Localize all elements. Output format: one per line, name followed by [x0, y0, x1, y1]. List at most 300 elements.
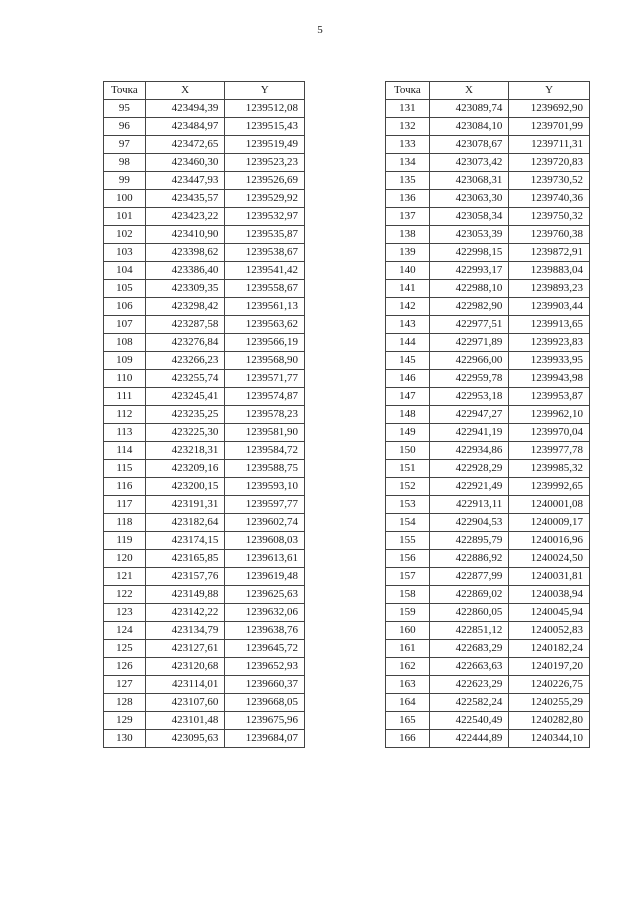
coordinates-table-right: [385, 81, 590, 748]
y-coordinate-cell: 1239558,67: [225, 280, 305, 298]
x-coordinate-cell: 422993,17: [429, 262, 509, 280]
point-number-cell: 98: [104, 154, 146, 172]
y-coordinate-cell: 1240182,24: [509, 640, 590, 658]
table-row: [386, 568, 590, 586]
point-number-cell: 139: [386, 244, 430, 262]
point-number-cell: 101: [104, 208, 146, 226]
y-coordinate-cell: 1239602,74: [225, 514, 305, 532]
y-coordinate-cell: 1239750,32: [509, 208, 590, 226]
y-coordinate-cell: 1239625,63: [225, 586, 305, 604]
point-number-cell: 112: [104, 406, 146, 424]
table-row: [386, 244, 590, 262]
y-coordinate-cell: 1239535,87: [225, 226, 305, 244]
y-coordinate-cell: 1239541,42: [225, 262, 305, 280]
x-coordinate-cell: 423287,58: [145, 316, 225, 334]
table-row: [104, 550, 305, 568]
point-number-cell: 153: [386, 496, 430, 514]
y-coordinate-cell: 1239645,72: [225, 640, 305, 658]
table-row: [104, 514, 305, 532]
point-number-cell: 164: [386, 694, 430, 712]
table-row: [386, 280, 590, 298]
table-row: [386, 334, 590, 352]
x-coordinate-cell: 423225,30: [145, 424, 225, 442]
y-coordinate-cell: 1240052,83: [509, 622, 590, 640]
x-coordinate-cell: 423398,62: [145, 244, 225, 262]
y-coordinate-cell: 1239893,23: [509, 280, 590, 298]
x-coordinate-cell: 422998,15: [429, 244, 509, 262]
x-coordinate-cell: 422851,12: [429, 622, 509, 640]
x-coordinate-cell: 423063,30: [429, 190, 509, 208]
x-coordinate-cell: 422953,18: [429, 388, 509, 406]
point-number-cell: 123: [104, 604, 146, 622]
point-number-cell: 125: [104, 640, 146, 658]
point-number-cell: 113: [104, 424, 146, 442]
point-number-cell: 114: [104, 442, 146, 460]
point-number-cell: 148: [386, 406, 430, 424]
x-coordinate-cell: 423068,31: [429, 172, 509, 190]
x-coordinate-cell: 423107,60: [145, 694, 225, 712]
point-number-cell: 103: [104, 244, 146, 262]
x-coordinate-cell: 423134,79: [145, 622, 225, 640]
point-number-cell: 107: [104, 316, 146, 334]
point-number-cell: 163: [386, 676, 430, 694]
y-coordinate-cell: 1239903,44: [509, 298, 590, 316]
point-number-cell: 105: [104, 280, 146, 298]
point-number-cell: 147: [386, 388, 430, 406]
table-row: [386, 100, 590, 118]
x-coordinate-cell: 423089,74: [429, 100, 509, 118]
point-number-cell: 151: [386, 460, 430, 478]
y-coordinate-cell: 1239566,19: [225, 334, 305, 352]
x-coordinate-cell: 422869,02: [429, 586, 509, 604]
x-coordinate-cell: 423484,97: [145, 118, 225, 136]
table-row: [386, 532, 590, 550]
coordinates-table-left: [103, 81, 305, 748]
header-point: Точка: [104, 82, 146, 100]
x-coordinate-cell: 423142,22: [145, 604, 225, 622]
x-coordinate-cell: 422941,19: [429, 424, 509, 442]
table-row: [104, 406, 305, 424]
x-coordinate-cell: 423235,25: [145, 406, 225, 424]
x-coordinate-cell: 422947,27: [429, 406, 509, 424]
x-coordinate-cell: 422977,51: [429, 316, 509, 334]
y-coordinate-cell: 1240001,08: [509, 496, 590, 514]
x-coordinate-cell: 423386,40: [145, 262, 225, 280]
x-coordinate-cell: 423127,61: [145, 640, 225, 658]
y-coordinate-cell: 1239597,77: [225, 496, 305, 514]
table-row: [386, 586, 590, 604]
x-coordinate-cell: 422904,53: [429, 514, 509, 532]
x-coordinate-cell: 423078,67: [429, 136, 509, 154]
point-number-cell: 131: [386, 100, 430, 118]
table-row: [386, 622, 590, 640]
table-row: [104, 604, 305, 622]
y-coordinate-cell: 1239923,83: [509, 334, 590, 352]
x-coordinate-cell: 423149,88: [145, 586, 225, 604]
point-number-cell: 120: [104, 550, 146, 568]
point-number-cell: 162: [386, 658, 430, 676]
y-coordinate-cell: 1240282,80: [509, 712, 590, 730]
y-coordinate-cell: 1239992,65: [509, 478, 590, 496]
x-coordinate-cell: 423298,42: [145, 298, 225, 316]
point-number-cell: 99: [104, 172, 146, 190]
table-row: [104, 460, 305, 478]
table-row: [386, 514, 590, 532]
table-row: [104, 154, 305, 172]
table-row: [386, 388, 590, 406]
table-row: [386, 298, 590, 316]
y-coordinate-cell: 1240009,17: [509, 514, 590, 532]
y-coordinate-cell: 1239740,36: [509, 190, 590, 208]
x-coordinate-cell: 423120,68: [145, 658, 225, 676]
x-coordinate-cell: 423084,10: [429, 118, 509, 136]
point-number-cell: 130: [104, 730, 146, 748]
y-coordinate-cell: 1239608,03: [225, 532, 305, 550]
y-coordinate-cell: 1239512,08: [225, 100, 305, 118]
y-coordinate-cell: 1240226,75: [509, 676, 590, 694]
table-row: [104, 370, 305, 388]
point-number-cell: 117: [104, 496, 146, 514]
header-y: Y: [509, 82, 590, 100]
x-coordinate-cell: 423095,63: [145, 730, 225, 748]
table-row: [386, 550, 590, 568]
point-number-cell: 108: [104, 334, 146, 352]
point-number-cell: 100: [104, 190, 146, 208]
y-coordinate-cell: 1240038,94: [509, 586, 590, 604]
table-row: [386, 118, 590, 136]
x-coordinate-cell: 423472,65: [145, 136, 225, 154]
point-number-cell: 109: [104, 352, 146, 370]
point-number-cell: 160: [386, 622, 430, 640]
point-number-cell: 142: [386, 298, 430, 316]
table-row: [104, 730, 305, 748]
y-coordinate-cell: 1240197,20: [509, 658, 590, 676]
point-number-cell: 97: [104, 136, 146, 154]
y-coordinate-cell: 1239529,92: [225, 190, 305, 208]
point-number-cell: 135: [386, 172, 430, 190]
point-number-cell: 141: [386, 280, 430, 298]
table-row: [104, 712, 305, 730]
page-number: 5: [317, 24, 323, 36]
point-number-cell: 128: [104, 694, 146, 712]
table-row: [104, 190, 305, 208]
y-coordinate-cell: 1239913,65: [509, 316, 590, 334]
x-coordinate-cell: 422886,92: [429, 550, 509, 568]
y-coordinate-cell: 1239532,97: [225, 208, 305, 226]
table-row: [104, 352, 305, 370]
x-coordinate-cell: 422928,29: [429, 460, 509, 478]
x-coordinate-cell: 423101,48: [145, 712, 225, 730]
y-coordinate-cell: 1240255,29: [509, 694, 590, 712]
y-coordinate-cell: 1239652,93: [225, 658, 305, 676]
y-coordinate-cell: 1239581,90: [225, 424, 305, 442]
x-coordinate-cell: 422921,49: [429, 478, 509, 496]
y-coordinate-cell: 1239619,48: [225, 568, 305, 586]
y-coordinate-cell: 1239588,75: [225, 460, 305, 478]
table-row: [104, 280, 305, 298]
y-coordinate-cell: 1239574,87: [225, 388, 305, 406]
x-coordinate-cell: 423209,16: [145, 460, 225, 478]
table-row: [104, 442, 305, 460]
x-coordinate-cell: 422959,78: [429, 370, 509, 388]
point-number-cell: 124: [104, 622, 146, 640]
header-y: Y: [225, 82, 305, 100]
point-number-cell: 144: [386, 334, 430, 352]
table-row: [104, 172, 305, 190]
table-row: [104, 298, 305, 316]
table-row: [104, 640, 305, 658]
x-coordinate-cell: 423410,90: [145, 226, 225, 244]
y-coordinate-cell: 1239593,10: [225, 478, 305, 496]
table-body-right: [386, 100, 590, 748]
y-coordinate-cell: 1239711,31: [509, 136, 590, 154]
point-number-cell: 121: [104, 568, 146, 586]
x-coordinate-cell: 423200,15: [145, 478, 225, 496]
table-row: [386, 190, 590, 208]
x-coordinate-cell: 422982,90: [429, 298, 509, 316]
x-coordinate-cell: 422971,89: [429, 334, 509, 352]
x-coordinate-cell: 423435,57: [145, 190, 225, 208]
x-coordinate-cell: 422895,79: [429, 532, 509, 550]
point-number-cell: 132: [386, 118, 430, 136]
table-row: [104, 496, 305, 514]
y-coordinate-cell: 1239660,37: [225, 676, 305, 694]
y-coordinate-cell: 1239515,43: [225, 118, 305, 136]
point-number-cell: 122: [104, 586, 146, 604]
point-number-cell: 118: [104, 514, 146, 532]
y-coordinate-cell: 1239943,98: [509, 370, 590, 388]
table-row: [386, 352, 590, 370]
table-row: [386, 316, 590, 334]
y-coordinate-cell: 1239684,07: [225, 730, 305, 748]
point-number-cell: 165: [386, 712, 430, 730]
y-coordinate-cell: 1239578,23: [225, 406, 305, 424]
x-coordinate-cell: 423114,01: [145, 676, 225, 694]
y-coordinate-cell: 1239962,10: [509, 406, 590, 424]
y-coordinate-cell: 1239563,62: [225, 316, 305, 334]
y-coordinate-cell: 1239613,61: [225, 550, 305, 568]
x-coordinate-cell: 423423,22: [145, 208, 225, 226]
point-number-cell: 150: [386, 442, 430, 460]
point-number-cell: 154: [386, 514, 430, 532]
table-row: [104, 622, 305, 640]
x-coordinate-cell: 422540,49: [429, 712, 509, 730]
y-coordinate-cell: 1240344,10: [509, 730, 590, 748]
table-row: [104, 694, 305, 712]
table-row: [104, 100, 305, 118]
y-coordinate-cell: 1240016,96: [509, 532, 590, 550]
x-coordinate-cell: 423494,39: [145, 100, 225, 118]
x-coordinate-cell: 423255,74: [145, 370, 225, 388]
x-coordinate-cell: 423460,30: [145, 154, 225, 172]
table-row: [386, 694, 590, 712]
x-coordinate-cell: 422877,99: [429, 568, 509, 586]
y-coordinate-cell: 1239561,13: [225, 298, 305, 316]
y-coordinate-cell: 1239519,49: [225, 136, 305, 154]
point-number-cell: 143: [386, 316, 430, 334]
x-coordinate-cell: 423157,76: [145, 568, 225, 586]
point-number-cell: 136: [386, 190, 430, 208]
y-coordinate-cell: 1239692,90: [509, 100, 590, 118]
header-x: X: [145, 82, 225, 100]
header-x: X: [429, 82, 509, 100]
point-number-cell: 119: [104, 532, 146, 550]
x-coordinate-cell: 422444,89: [429, 730, 509, 748]
y-coordinate-cell: 1239953,87: [509, 388, 590, 406]
x-coordinate-cell: 423165,85: [145, 550, 225, 568]
point-number-cell: 161: [386, 640, 430, 658]
table-row: [386, 136, 590, 154]
point-number-cell: 166: [386, 730, 430, 748]
x-coordinate-cell: 423266,23: [145, 352, 225, 370]
x-coordinate-cell: 422913,11: [429, 496, 509, 514]
y-coordinate-cell: 1239568,90: [225, 352, 305, 370]
table-row: [386, 730, 590, 748]
y-coordinate-cell: 1239571,77: [225, 370, 305, 388]
x-coordinate-cell: 423174,15: [145, 532, 225, 550]
point-number-cell: 104: [104, 262, 146, 280]
y-coordinate-cell: 1239668,05: [225, 694, 305, 712]
x-coordinate-cell: 423245,41: [145, 388, 225, 406]
x-coordinate-cell: 423218,31: [145, 442, 225, 460]
point-number-cell: 146: [386, 370, 430, 388]
point-number-cell: 111: [104, 388, 146, 406]
table-row: [386, 406, 590, 424]
point-number-cell: 159: [386, 604, 430, 622]
x-coordinate-cell: 423276,84: [145, 334, 225, 352]
table-row: [386, 478, 590, 496]
y-coordinate-cell: 1240024,50: [509, 550, 590, 568]
table-row: [104, 316, 305, 334]
table-row: [386, 676, 590, 694]
table-row: [104, 532, 305, 550]
table-row: [386, 712, 590, 730]
y-coordinate-cell: 1239584,72: [225, 442, 305, 460]
point-number-cell: 133: [386, 136, 430, 154]
x-coordinate-cell: 422582,24: [429, 694, 509, 712]
y-coordinate-cell: 1239872,91: [509, 244, 590, 262]
table-row: [104, 136, 305, 154]
y-coordinate-cell: 1239638,76: [225, 622, 305, 640]
x-coordinate-cell: 423058,34: [429, 208, 509, 226]
point-number-cell: 106: [104, 298, 146, 316]
table-row: [386, 496, 590, 514]
table-row: [104, 658, 305, 676]
table-row: [104, 478, 305, 496]
table-body-left: [104, 100, 305, 748]
y-coordinate-cell: 1239760,38: [509, 226, 590, 244]
point-number-cell: 110: [104, 370, 146, 388]
point-number-cell: 95: [104, 100, 146, 118]
table-row: [104, 244, 305, 262]
x-coordinate-cell: 423191,31: [145, 496, 225, 514]
point-number-cell: 155: [386, 532, 430, 550]
table-row: [386, 604, 590, 622]
y-coordinate-cell: 1239730,52: [509, 172, 590, 190]
y-coordinate-cell: 1239933,95: [509, 352, 590, 370]
point-number-cell: 157: [386, 568, 430, 586]
point-number-cell: 137: [386, 208, 430, 226]
table-row: [104, 424, 305, 442]
y-coordinate-cell: 1240031,81: [509, 568, 590, 586]
y-coordinate-cell: 1239985,32: [509, 460, 590, 478]
y-coordinate-cell: 1240045,94: [509, 604, 590, 622]
table-row: [386, 172, 590, 190]
y-coordinate-cell: 1239701,99: [509, 118, 590, 136]
x-coordinate-cell: 422966,00: [429, 352, 509, 370]
x-coordinate-cell: 423447,93: [145, 172, 225, 190]
point-number-cell: 129: [104, 712, 146, 730]
point-number-cell: 145: [386, 352, 430, 370]
y-coordinate-cell: 1239883,04: [509, 262, 590, 280]
point-number-cell: 158: [386, 586, 430, 604]
y-coordinate-cell: 1239970,04: [509, 424, 590, 442]
point-number-cell: 126: [104, 658, 146, 676]
table-row: [386, 640, 590, 658]
x-coordinate-cell: 422663,63: [429, 658, 509, 676]
table-row: [104, 226, 305, 244]
table-header-row: [386, 82, 590, 100]
y-coordinate-cell: 1239526,69: [225, 172, 305, 190]
point-number-cell: 152: [386, 478, 430, 496]
point-number-cell: 138: [386, 226, 430, 244]
table-row: [104, 208, 305, 226]
point-number-cell: 149: [386, 424, 430, 442]
y-coordinate-cell: 1239675,96: [225, 712, 305, 730]
table-row: [386, 154, 590, 172]
x-coordinate-cell: 423309,35: [145, 280, 225, 298]
point-number-cell: 115: [104, 460, 146, 478]
table-row: [386, 424, 590, 442]
x-coordinate-cell: 422623,29: [429, 676, 509, 694]
x-coordinate-cell: 423053,39: [429, 226, 509, 244]
x-coordinate-cell: 422934,86: [429, 442, 509, 460]
point-number-cell: 116: [104, 478, 146, 496]
point-number-cell: 96: [104, 118, 146, 136]
table-row: [386, 370, 590, 388]
y-coordinate-cell: 1239538,67: [225, 244, 305, 262]
table-row: [104, 118, 305, 136]
table-row: [386, 442, 590, 460]
table-header-row: [104, 82, 305, 100]
x-coordinate-cell: 422860,05: [429, 604, 509, 622]
y-coordinate-cell: 1239720,83: [509, 154, 590, 172]
x-coordinate-cell: 423073,42: [429, 154, 509, 172]
table-row: [386, 226, 590, 244]
table-row: [104, 586, 305, 604]
table-row: [104, 388, 305, 406]
point-number-cell: 140: [386, 262, 430, 280]
y-coordinate-cell: 1239523,23: [225, 154, 305, 172]
table-row: [104, 568, 305, 586]
point-number-cell: 156: [386, 550, 430, 568]
y-coordinate-cell: 1239977,78: [509, 442, 590, 460]
point-number-cell: 127: [104, 676, 146, 694]
point-number-cell: 102: [104, 226, 146, 244]
x-coordinate-cell: 422683,29: [429, 640, 509, 658]
table-row: [386, 658, 590, 676]
point-number-cell: 134: [386, 154, 430, 172]
table-row: [386, 262, 590, 280]
header-point: Точка: [386, 82, 430, 100]
x-coordinate-cell: 422988,10: [429, 280, 509, 298]
table-row: [386, 460, 590, 478]
y-coordinate-cell: 1239632,06: [225, 604, 305, 622]
x-coordinate-cell: 423182,64: [145, 514, 225, 532]
table-row: [104, 334, 305, 352]
table-row: [386, 208, 590, 226]
table-row: [104, 676, 305, 694]
